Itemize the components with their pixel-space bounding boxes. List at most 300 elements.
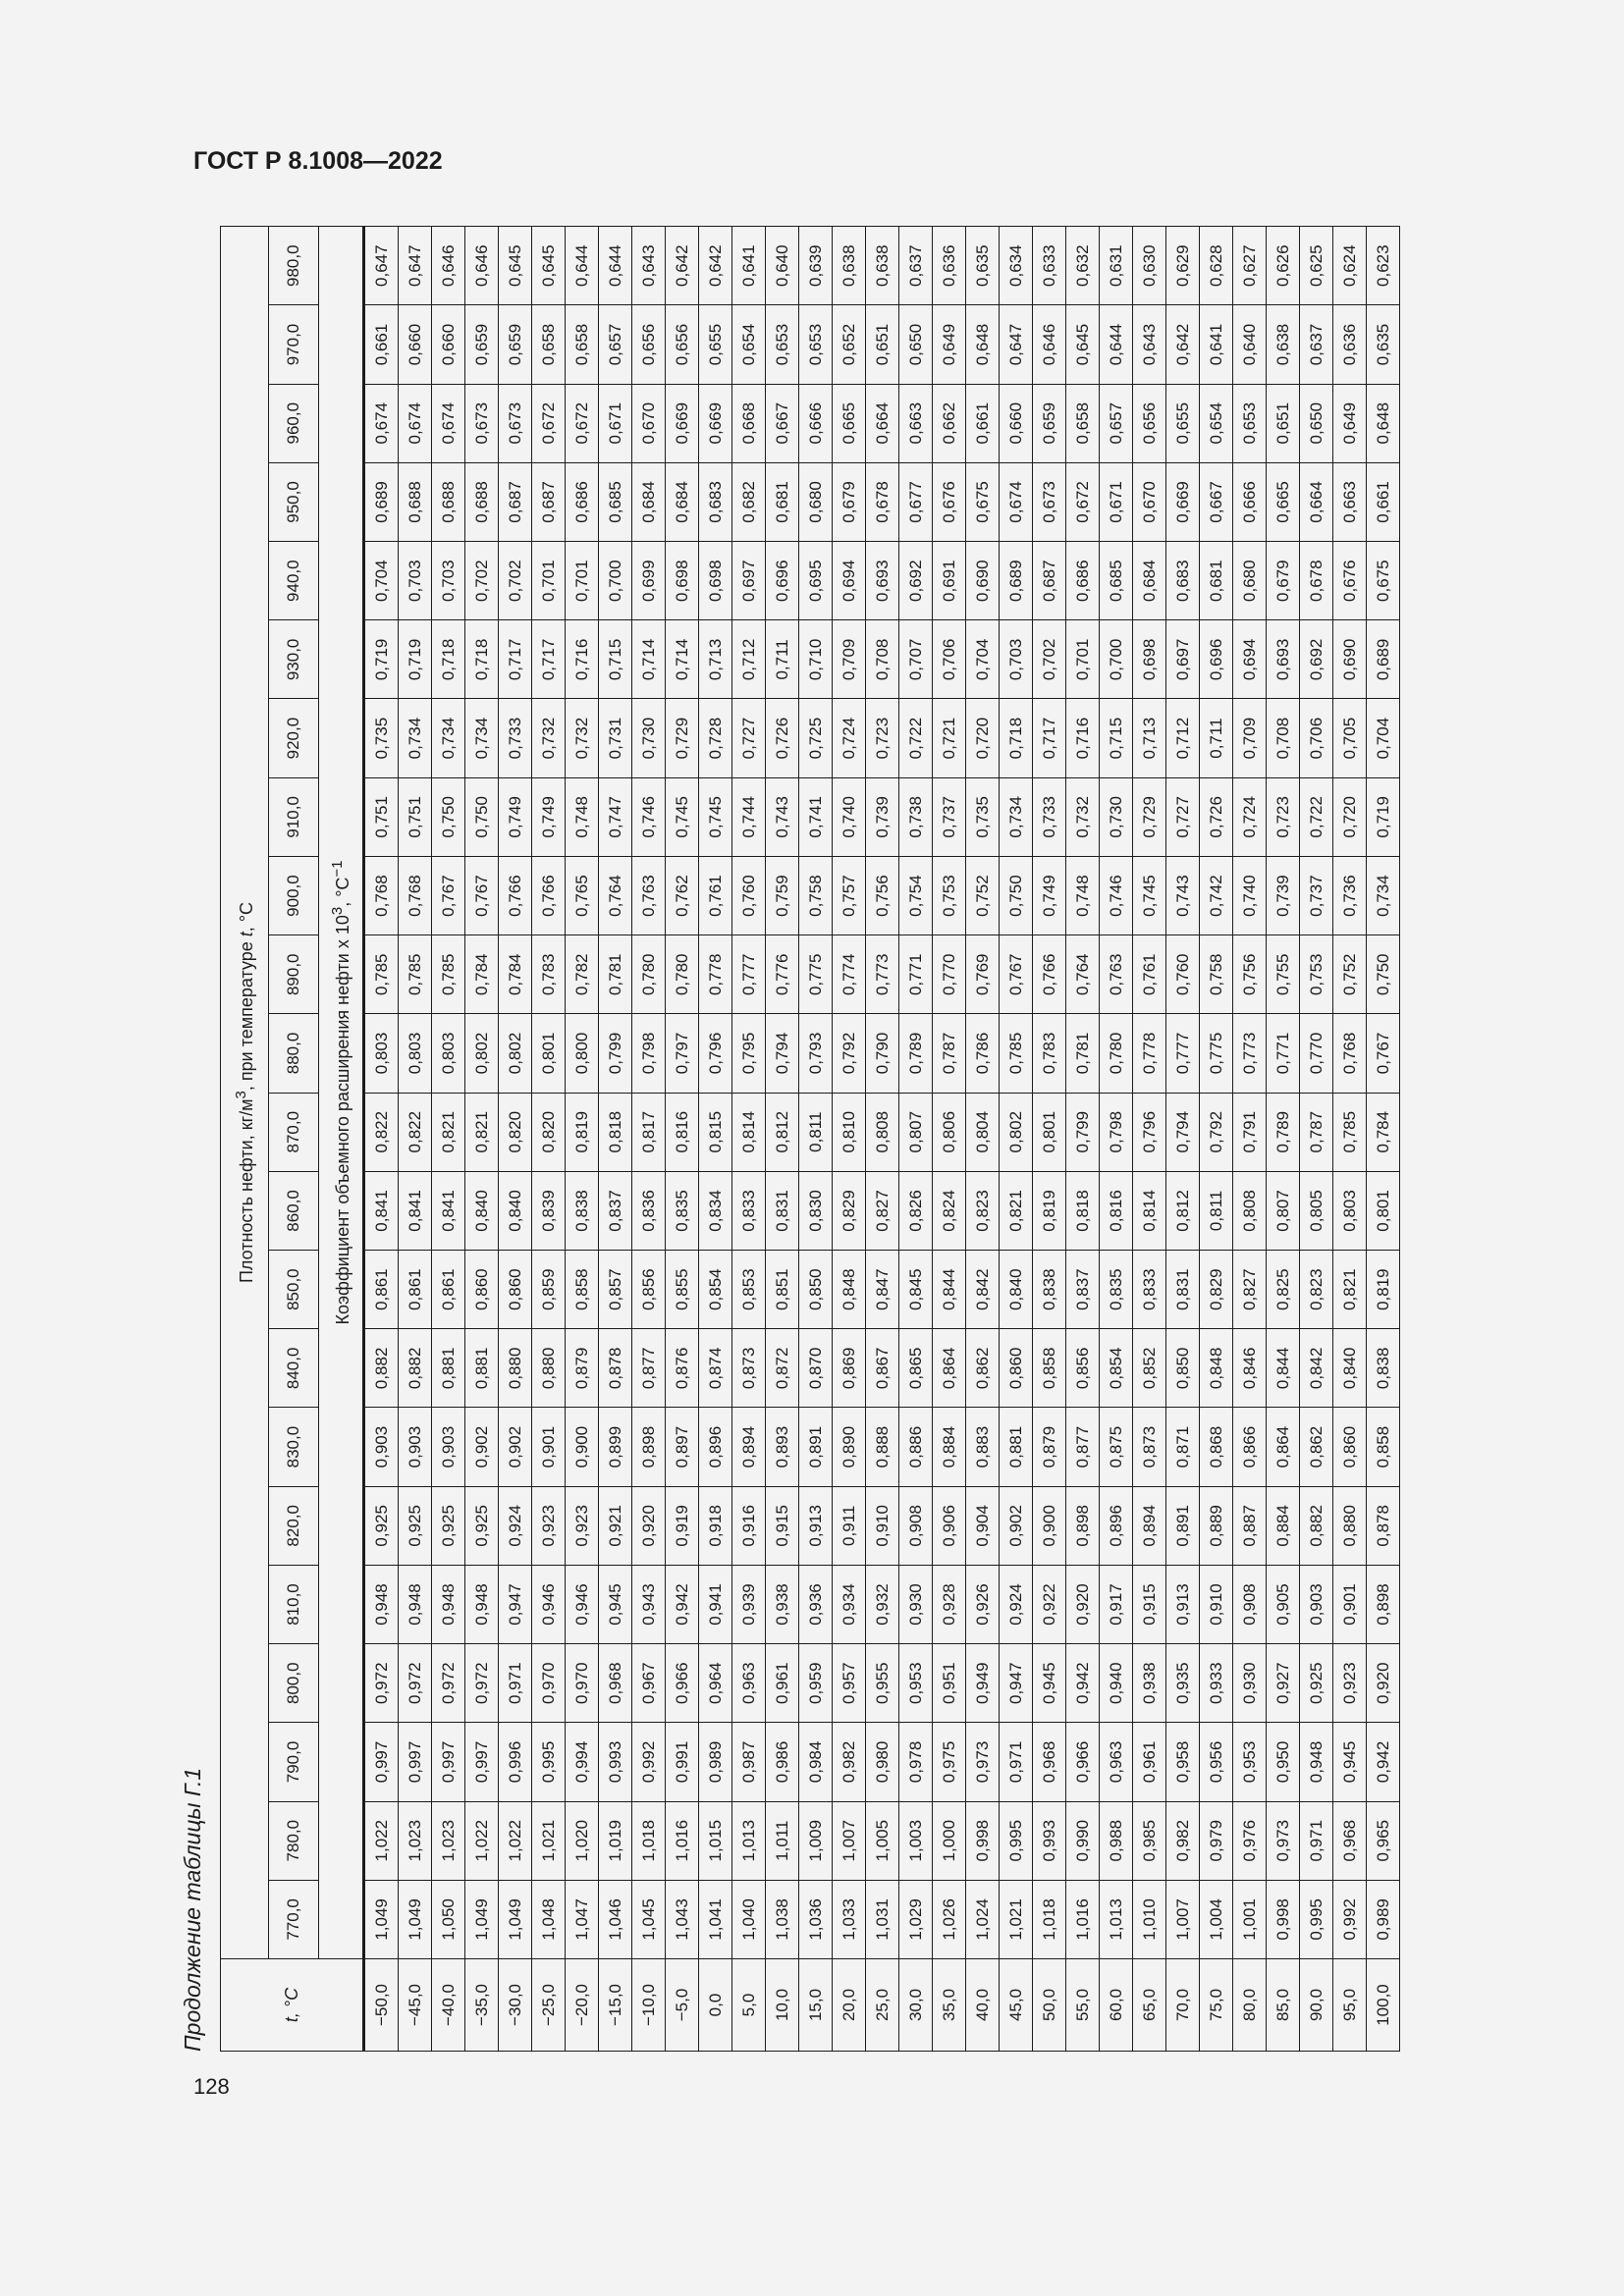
coefficient-cell: 0,790	[866, 1014, 899, 1093]
coefficient-cell: 0,782	[566, 935, 599, 1014]
coefficient-cell: 0,685	[599, 462, 632, 541]
coefficient-cell: 0,827	[866, 1171, 899, 1250]
temperature-cell: −15,0	[599, 1959, 632, 2052]
coefficient-cell: 0,972	[465, 1644, 499, 1723]
coefficient-cell: 0,993	[599, 1723, 632, 1801]
coefficient-cell: 0,767	[432, 856, 465, 934]
coefficient-cell: 0,739	[866, 777, 899, 856]
table-row	[1233, 227, 1267, 2052]
coefficient-cell: 0,770	[933, 935, 966, 1014]
coefficient-cell: 0,970	[566, 1644, 599, 1723]
coefficient-cell: 0,746	[632, 777, 666, 856]
table-row	[1333, 227, 1367, 2052]
table-row	[666, 227, 699, 2052]
table-row	[732, 227, 766, 2052]
coefficient-cell: 0,656	[632, 305, 666, 384]
coefficient-cell: 0,785	[364, 935, 399, 1014]
coefficient-cell: 1,045	[632, 1880, 666, 1958]
coefficient-cell: 0,881	[465, 1329, 499, 1408]
coefficient-cell: 0,710	[799, 620, 833, 699]
coefficient-cell: 0,644	[566, 227, 599, 305]
coefficient-cell: 0,854	[699, 1251, 732, 1329]
coefficient-cell: 0,887	[1233, 1486, 1267, 1565]
density-column-header: 820,0	[269, 1486, 319, 1565]
coefficient-cell: 0,673	[1033, 462, 1066, 541]
coefficient-cell: 0,963	[732, 1644, 766, 1723]
coefficient-cell: 0,686	[566, 462, 599, 541]
coefficient-cell: 0,658	[1066, 384, 1100, 462]
coefficient-cell: 0,867	[866, 1329, 899, 1408]
coefficient-cell: 0,948	[465, 1565, 499, 1643]
coefficient-cell: 0,650	[1300, 384, 1333, 462]
coefficient-cell: 0,727	[732, 699, 766, 777]
coefficient-cell: 0,726	[766, 699, 799, 777]
coefficient-cell: 0,802	[499, 1014, 532, 1093]
coefficient-cell: 0,753	[933, 856, 966, 934]
coefficient-cell: 0,692	[1300, 620, 1333, 699]
temperature-cell: −50,0	[364, 1959, 399, 2052]
table-row	[1033, 227, 1066, 2052]
coefficient-cell: 0,889	[1200, 1486, 1233, 1565]
coefficient-cell: 0,714	[632, 620, 666, 699]
coefficient-cell: 0,797	[666, 1014, 699, 1093]
coefficient-cell: 0,989	[1367, 1880, 1400, 1958]
coefficient-cell: 0,673	[465, 384, 499, 462]
coefficient-cell: 0,747	[599, 777, 632, 856]
coefficient-cell: 0,927	[1267, 1644, 1300, 1723]
temperature-column-header: t, °C	[221, 1959, 364, 2052]
coefficient-cell: 0,625	[1300, 227, 1333, 305]
coefficient-cell: 0,810	[833, 1093, 866, 1171]
temperature-cell: 20,0	[833, 1959, 866, 2052]
coefficient-cell: 0,646	[432, 227, 465, 305]
coefficient-cell: 0,666	[799, 384, 833, 462]
coefficient-cell: 0,893	[766, 1408, 799, 1486]
coefficient-cell: 0,758	[1200, 935, 1233, 1014]
coefficient-cell: 0,698	[666, 542, 699, 620]
coefficient-cell: 0,718	[432, 620, 465, 699]
coefficient-cell: 0,853	[732, 1251, 766, 1329]
coefficient-cell: 0,707	[899, 620, 933, 699]
coefficient-cell: 0,653	[1233, 384, 1267, 462]
coefficient-cell: 0,781	[1066, 1014, 1100, 1093]
coefficient-cell: 0,875	[1100, 1408, 1133, 1486]
coefficient-cell: 0,646	[465, 227, 499, 305]
coefficient-cell: 0,733	[499, 699, 532, 777]
table-row	[432, 227, 465, 2052]
coefficient-cell: 0,874	[699, 1329, 732, 1408]
coefficient-cell: 0,730	[1100, 777, 1133, 856]
coefficient-cell: 0,801	[532, 1014, 566, 1093]
coefficient-cell: 0,684	[666, 462, 699, 541]
coefficient-cell: 0,794	[766, 1014, 799, 1093]
coefficient-cell: 0,902	[1000, 1486, 1033, 1565]
coefficient-cell: 1,033	[833, 1880, 866, 1958]
coefficient-cell: 0,716	[566, 620, 599, 699]
coefficient-cell: 0,645	[499, 227, 532, 305]
coefficient-cell: 0,950	[1267, 1723, 1300, 1801]
coefficient-cell: 0,884	[933, 1408, 966, 1486]
coefficient-cell: 0,985	[1133, 1801, 1166, 1880]
coefficient-cell: 0,997	[399, 1723, 432, 1801]
coefficient-cell: 0,784	[499, 935, 532, 1014]
coefficient-cell: 0,913	[1166, 1565, 1200, 1643]
coefficient-cell: 0,637	[899, 227, 933, 305]
coefficient-cell: 0,652	[833, 305, 866, 384]
coefficient-cell: 0,697	[1166, 620, 1200, 699]
coefficient-cell: 0,948	[432, 1565, 465, 1643]
coefficient-cell: 0,923	[566, 1486, 599, 1565]
coefficient-cell: 0,636	[1333, 305, 1367, 384]
coefficient-cell: 0,665	[833, 384, 866, 462]
coefficient-cell: 0,651	[866, 305, 899, 384]
density-column-header: 950,0	[269, 462, 319, 541]
coefficient-cell: 0,678	[866, 462, 899, 541]
coefficient-cell: 0,795	[732, 1014, 766, 1093]
table-row	[1100, 227, 1133, 2052]
coefficient-cell: 0,901	[1333, 1565, 1367, 1643]
coefficient-cell: 1,047	[566, 1880, 599, 1958]
coefficient-cell: 0,984	[799, 1723, 833, 1801]
coefficient-cell: 0,946	[532, 1565, 566, 1643]
density-header-suffix: , °С	[236, 901, 256, 933]
coefficient-cell: 0,669	[1166, 462, 1200, 541]
coefficient-cell: 0,757	[833, 856, 866, 934]
coefficient-cell: 0,990	[1066, 1801, 1100, 1880]
coefficient-cell: 0,787	[1300, 1093, 1333, 1171]
coefficient-cell: 0,719	[399, 620, 432, 699]
table-row	[1300, 227, 1333, 2052]
coefficient-cell: 0,783	[532, 935, 566, 1014]
coefficient-cell: 0,638	[866, 227, 899, 305]
coefficient-cell: 0,791	[1233, 1093, 1267, 1171]
coefficient-cell: 0,860	[499, 1251, 532, 1329]
coefficient-cell: 1,049	[399, 1880, 432, 1958]
coefficient-cell: 0,740	[833, 777, 866, 856]
coefficient-cell: 0,711	[766, 620, 799, 699]
coefficient-cell: 0,860	[1333, 1408, 1367, 1486]
coefficient-cell: 0,856	[632, 1251, 666, 1329]
coefficient-cell: 0,760	[732, 856, 766, 934]
coefficient-cell: 0,951	[933, 1644, 966, 1723]
coefficient-header-prefix: Коэффициент объемного расширения нефти x 10	[332, 915, 352, 1325]
coefficient-cell: 0,672	[566, 384, 599, 462]
page-number: 128	[193, 2074, 230, 2099]
coefficient-cell: 0,860	[1000, 1329, 1033, 1408]
coefficient-cell: 1,022	[465, 1801, 499, 1880]
coefficient-cell: 0,709	[833, 620, 866, 699]
coefficient-cell: 0,696	[1200, 620, 1233, 699]
coefficient-cell: 0,730	[632, 699, 666, 777]
coefficient-cell: 0,647	[1000, 305, 1033, 384]
coefficient-cell: 0,976	[1233, 1801, 1267, 1880]
coefficient-cell: 0,946	[566, 1565, 599, 1643]
coefficient-cell: 0,717	[1033, 699, 1066, 777]
coefficient-cell: 0,898	[632, 1408, 666, 1486]
coefficient-cell: 0,667	[1200, 462, 1233, 541]
coefficient-cell: 0,894	[732, 1408, 766, 1486]
coefficient-cell: 0,808	[866, 1093, 899, 1171]
coefficient-cell: 0,844	[1267, 1329, 1300, 1408]
coefficient-cell: 0,661	[364, 305, 399, 384]
coefficient-cell: 0,684	[1133, 542, 1166, 620]
coefficient-cell: 0,926	[966, 1565, 1000, 1643]
coefficient-cell: 0,754	[899, 856, 933, 934]
coefficient-cell: 0,872	[766, 1329, 799, 1408]
coefficient-cell: 0,971	[1300, 1801, 1333, 1880]
table-row	[699, 227, 732, 2052]
temperature-cell: 60,0	[1100, 1959, 1133, 2052]
coefficient-cell: 0,683	[1166, 542, 1200, 620]
coefficient-cell: 0,915	[766, 1486, 799, 1565]
coefficient-cell: 1,050	[432, 1880, 465, 1958]
coefficient-cell: 0,986	[766, 1723, 799, 1801]
coefficient-cell: 0,758	[799, 856, 833, 934]
density-header-prefix: Плотность нефти, кг/м	[236, 1098, 256, 1284]
coefficient-cell: 0,933	[1200, 1644, 1233, 1723]
coefficient-cell: 1,048	[532, 1880, 566, 1958]
coefficient-cell: 0,700	[1100, 620, 1133, 699]
coefficient-cell: 0,883	[966, 1408, 1000, 1486]
coefficient-cell: 0,745	[699, 777, 732, 856]
coefficient-cell: 0,681	[766, 462, 799, 541]
coefficient-cell: 0,702	[465, 542, 499, 620]
coefficient-cell: 0,910	[1200, 1565, 1233, 1643]
coefficient-cell: 0,659	[465, 305, 499, 384]
table-row	[933, 227, 966, 2052]
coefficient-cell: 0,948	[399, 1565, 432, 1643]
coefficient-cell: 0,642	[699, 227, 732, 305]
coefficient-cell: 0,701	[532, 542, 566, 620]
coefficient-cell: 0,793	[799, 1014, 833, 1093]
coefficient-cell: 0,841	[432, 1171, 465, 1250]
density-column-header: 940,0	[269, 542, 319, 620]
coefficient-cell: 1,009	[799, 1801, 833, 1880]
coefficient-cell: 0,749	[1033, 856, 1066, 934]
coefficient-cell: 0,777	[732, 935, 766, 1014]
coefficient-cell: 0,942	[666, 1565, 699, 1643]
coefficient-cell: 0,665	[1267, 462, 1300, 541]
coefficient-cell: 0,903	[432, 1408, 465, 1486]
temperature-cell: 85,0	[1267, 1959, 1300, 2052]
coefficient-cell: 0,837	[1066, 1251, 1100, 1329]
coefficient-cell: 0,934	[833, 1565, 866, 1643]
coefficient-cell: 0,694	[1233, 620, 1267, 699]
coefficient-cell: 0,794	[1166, 1093, 1200, 1171]
coefficient-cell: 0,989	[699, 1723, 732, 1801]
coefficient-cell: 0,917	[1100, 1565, 1133, 1643]
coefficient-cell: 0,729	[666, 699, 699, 777]
table-row	[1133, 227, 1166, 2052]
coefficient-cell: 0,862	[1300, 1408, 1333, 1486]
coefficient-cell: 0,739	[1267, 856, 1300, 934]
coefficient-cell: 0,821	[1333, 1251, 1367, 1329]
coefficient-cell: 0,725	[799, 699, 833, 777]
coefficient-cell: 0,764	[599, 856, 632, 934]
coefficient-cell: 0,873	[732, 1329, 766, 1408]
coefficient-cell: 0,745	[1133, 856, 1166, 934]
coefficient-cell: 0,672	[1066, 462, 1100, 541]
coefficient-cell: 1,015	[699, 1801, 732, 1880]
coefficient-cell: 0,980	[866, 1723, 899, 1801]
coefficient-cell: 0,762	[666, 856, 699, 934]
coefficient-cell: 0,690	[1333, 620, 1367, 699]
coefficient-cell: 0,776	[766, 935, 799, 1014]
coefficient-cell: 0,761	[1133, 935, 1166, 1014]
coefficient-cell: 0,973	[966, 1723, 1000, 1801]
coefficient-cell: 0,948	[1300, 1723, 1333, 1801]
coefficient-cell: 0,868	[1200, 1408, 1233, 1486]
coefficient-cell: 0,691	[933, 542, 966, 620]
coefficient-cell: 0,991	[666, 1723, 699, 1801]
coefficient-cell: 0,770	[1300, 1014, 1333, 1093]
coefficient-cell: 0,756	[1233, 935, 1267, 1014]
density-unit-exponent: 3	[232, 1091, 249, 1099]
coefficient-cell: 0,854	[1100, 1329, 1133, 1408]
coefficient-cell: 0,647	[399, 227, 432, 305]
coefficient-cell: 0,712	[732, 620, 766, 699]
coefficient-cell: 0,972	[364, 1644, 399, 1723]
coefficient-cell: 0,805	[1300, 1171, 1333, 1250]
coefficient-cell: 0,736	[1333, 856, 1367, 934]
coefficient-cell: 0,774	[833, 935, 866, 1014]
coefficient-cell: 0,876	[666, 1329, 699, 1408]
coefficient-cell: 0,675	[966, 462, 1000, 541]
coefficient-cell: 0,988	[1100, 1801, 1133, 1880]
coefficient-cell: 0,802	[1000, 1093, 1033, 1171]
coefficient-cell: 0,871	[1166, 1408, 1200, 1486]
coefficient-cell: 0,961	[766, 1644, 799, 1723]
coefficient-cell: 0,756	[866, 856, 899, 934]
coefficient-cell: 0,654	[1200, 384, 1233, 462]
coefficient-cell: 0,750	[1367, 935, 1400, 1014]
coefficient-cell: 0,732	[1066, 777, 1100, 856]
coefficient-cell: 0,897	[666, 1408, 699, 1486]
coefficient-cell: 0,968	[1033, 1723, 1066, 1801]
table-row	[833, 227, 866, 2052]
coefficient-cell: 0,911	[833, 1486, 866, 1565]
coefficient-cell: 1,023	[432, 1801, 465, 1880]
coefficient-cell: 0,679	[1267, 542, 1300, 620]
coefficient-cell: 0,997	[364, 1723, 399, 1801]
coefficient-cell: 0,717	[499, 620, 532, 699]
coefficient-cell: 0,968	[1333, 1801, 1367, 1880]
temperature-cell: 90,0	[1300, 1959, 1333, 2052]
coefficient-cell: 0,819	[1033, 1171, 1066, 1250]
coefficient-cell: 0,972	[399, 1644, 432, 1723]
coefficient-cell: 0,953	[899, 1644, 933, 1723]
coefficient-cell: 0,663	[899, 384, 933, 462]
coefficient-cell: 0,945	[599, 1565, 632, 1643]
coefficient-cell: 0,920	[1066, 1565, 1100, 1643]
temperature-cell: −30,0	[499, 1959, 532, 2052]
coefficient-header-middle: , °С	[332, 877, 352, 907]
coefficient-cell: 0,847	[866, 1251, 899, 1329]
coefficient-cell: 0,784	[465, 935, 499, 1014]
coefficient-cell: 0,700	[599, 542, 632, 620]
coefficient-cell: 0,719	[364, 620, 399, 699]
coefficient-cell: 0,656	[666, 305, 699, 384]
coefficient-cell: 0,823	[1300, 1251, 1333, 1329]
coefficient-cell: 0,900	[1033, 1486, 1066, 1565]
coefficient-cell: 0,982	[1166, 1801, 1200, 1880]
coefficient-cell: 0,689	[1367, 620, 1400, 699]
coefficient-cell: 0,942	[1066, 1644, 1100, 1723]
coefficient-cell: 0,852	[1133, 1329, 1166, 1408]
table-row	[364, 227, 399, 2052]
coefficient-cell: 0,882	[364, 1329, 399, 1408]
coefficient-cell: 0,696	[766, 542, 799, 620]
coefficient-cell: 0,708	[1267, 699, 1300, 777]
coefficient-cell: 0,664	[866, 384, 899, 462]
coefficient-cell: 0,750	[1000, 856, 1033, 934]
coefficient-cell: 0,945	[1033, 1644, 1066, 1723]
coefficient-cell: 1,003	[899, 1801, 933, 1880]
coefficient-cell: 0,992	[632, 1723, 666, 1801]
coefficient-cell: 0,910	[866, 1486, 899, 1565]
coefficient-cell: 0,840	[1000, 1251, 1033, 1329]
coefficient-cell: 0,748	[566, 777, 599, 856]
document-header: ГОСТ Р 8.1008—2022	[193, 147, 443, 175]
coefficient-cell: 1,005	[866, 1801, 899, 1880]
coefficient-cell: 0,798	[632, 1014, 666, 1093]
coefficient-cell: 0,706	[1300, 699, 1333, 777]
coefficient-cell: 0,925	[465, 1486, 499, 1565]
coefficient-cell: 0,803	[364, 1014, 399, 1093]
coefficient-cell: 0,903	[364, 1408, 399, 1486]
coefficient-cell: 0,650	[899, 305, 933, 384]
coefficient-cell: 0,681	[1200, 542, 1233, 620]
coefficient-cell: 1,021	[1000, 1880, 1033, 1958]
density-header-middle: , при температуре	[236, 936, 256, 1092]
coefficient-cell: 0,930	[899, 1565, 933, 1643]
coefficient-cell: 0,683	[699, 462, 732, 541]
coefficient-cell: 0,792	[833, 1014, 866, 1093]
coefficient-cell: 0,803	[432, 1014, 465, 1093]
table-row	[1166, 227, 1200, 2052]
coefficient-cell: 0,851	[766, 1251, 799, 1329]
coefficient-cell: 0,728	[699, 699, 732, 777]
coefficient-cell: 0,860	[465, 1251, 499, 1329]
coefficient-cell: 0,649	[933, 305, 966, 384]
coefficient-cell: 0,881	[432, 1329, 465, 1408]
coefficient-cell: 0,792	[1200, 1093, 1233, 1171]
coefficient-cell: 0,653	[766, 305, 799, 384]
coefficient-cell: 0,968	[599, 1644, 632, 1723]
coefficient-cell: 0,888	[866, 1408, 899, 1486]
coefficient-cell: 0,765	[566, 856, 599, 934]
coefficient-cell: 0,767	[1367, 1014, 1400, 1093]
table-row	[632, 227, 666, 2052]
coefficient-cell: 0,814	[732, 1093, 766, 1171]
temperature-cell: 50,0	[1033, 1959, 1066, 2052]
coefficient-cell: 0,679	[833, 462, 866, 541]
coefficient-cell: 0,905	[1267, 1565, 1300, 1643]
coefficient-cell: 0,913	[799, 1486, 833, 1565]
coefficient-cell: 0,894	[1133, 1486, 1166, 1565]
coefficient-cell: 0,896	[1100, 1486, 1133, 1565]
coefficient-cell: 0,941	[699, 1565, 732, 1643]
coefficient-cell: 0,891	[799, 1408, 833, 1486]
coefficient-cell: 0,877	[632, 1329, 666, 1408]
coefficient-cell: 0,761	[699, 856, 732, 934]
temperature-cell: −10,0	[632, 1959, 666, 2052]
coefficient-cell: 1,016	[1066, 1880, 1100, 1958]
coefficient-cell: 0,935	[1166, 1644, 1200, 1723]
coefficient-cell: 0,690	[966, 542, 1000, 620]
temperature-cell: 35,0	[933, 1959, 966, 2052]
coefficient-cell: 0,822	[399, 1093, 432, 1171]
